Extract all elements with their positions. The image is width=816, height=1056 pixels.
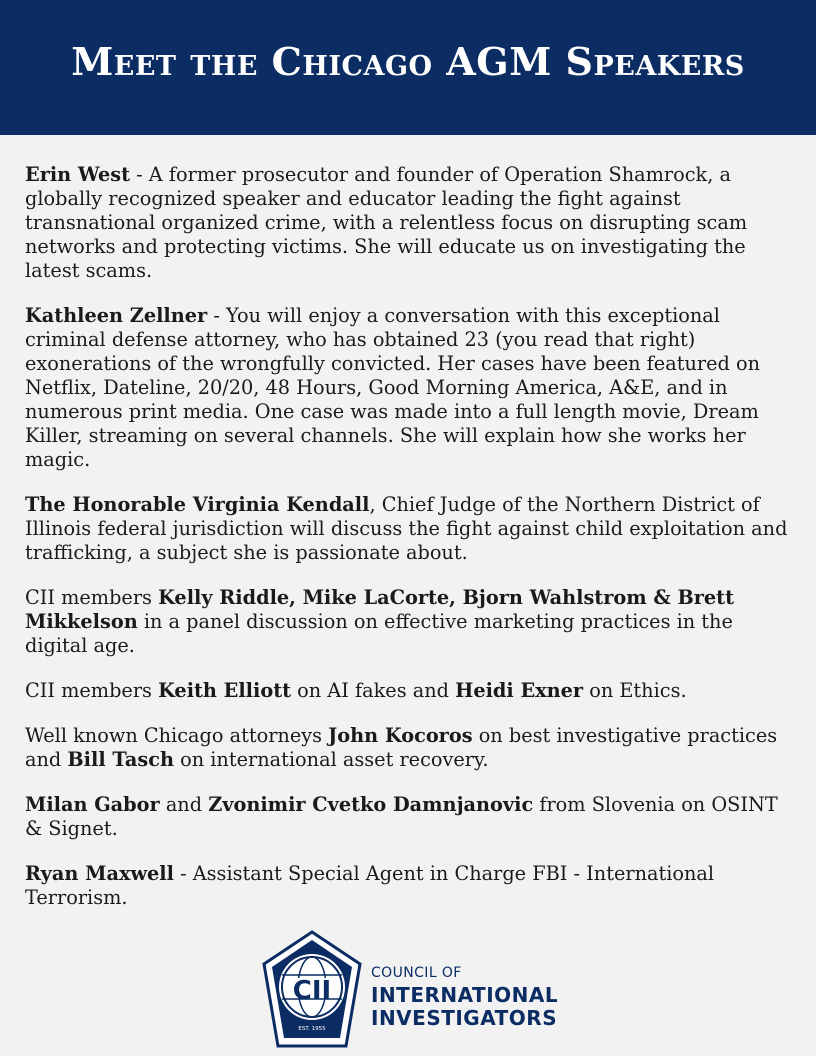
speaker-name: The Honorable Virginia Kendall <box>25 493 370 516</box>
speaker-name: Ryan Maxwell <box>25 862 174 885</box>
speaker-prefix: CII members <box>25 679 159 702</box>
logo-wordmark <box>371 966 558 1028</box>
speaker-description: - A former prosecutor and founder of Operation Shamrock, a globally recognized speaker and educator leading the fight against transnational organized crime, with a relentless focus on disrupting scam networks and protecting victims. She will educate us on investigating the latest scams. <box>25 163 748 282</box>
speaker-description: - Assistant Special Agent in Charge FBI - International Terrorism. <box>25 862 715 909</box>
speaker-description: in a panel discussion on effective marketing practices in the digital age. <box>25 610 733 657</box>
page-header <box>0 0 816 135</box>
emblem-letters: CII <box>292 976 332 1006</box>
speaker-description: on Ethics. <box>583 679 687 702</box>
speaker-paragraph <box>25 163 795 283</box>
speaker-name: Kathleen Zellner <box>25 304 208 327</box>
speaker-connector: on AI fakes and <box>291 679 456 702</box>
speaker-name: Zvonimir Cvetko Damnjanovic <box>208 793 534 816</box>
speaker-name: Milan Gabor <box>25 793 160 816</box>
cii-emblem-icon <box>260 930 364 1050</box>
speaker-connector: and <box>159 793 209 816</box>
speaker-name: Heidi Exner <box>455 679 584 702</box>
speaker-name: John Kocoros <box>328 724 473 747</box>
speaker-name: Keith Elliott <box>158 679 292 702</box>
speaker-name: Erin West <box>25 163 131 186</box>
logo-line-2: INTERNATIONAL <box>371 983 559 1007</box>
speaker-paragraph <box>25 304 795 472</box>
cii-logo <box>260 930 560 1050</box>
speaker-name: Kelly Riddle, Mike LaCorte, Bjorn Wahlstrom & Brett Mikkelson <box>25 586 734 633</box>
page-title: Meet the Chicago AGM Speakers <box>71 39 745 84</box>
speaker-prefix: Well known Chicago attorneys <box>25 724 329 747</box>
speaker-description: , Chief Judge of the Northern District of Illinois federal jurisdiction will discuss the fight against child exploitation and trafficking, a subject she is passionate about. <box>25 493 788 564</box>
logo-line-3: INVESTIGATORS <box>371 1006 558 1030</box>
speaker-paragraph <box>25 862 795 910</box>
speaker-name: Bill Tasch <box>67 748 174 771</box>
speaker-prefix: CII members <box>25 586 159 609</box>
speaker-connector: on best investigative practices and <box>25 724 778 771</box>
speaker-description: - You will enjoy a conversation with this exceptional criminal defense attorney, who has obtained 23 (you read that right) exonerations of the wrongfully convicted. Her cases have been featured on Netflix, Dateline, 20/20, 48 Hours, Good Morning America, A&E, and in numerous print media. One case was made into a full length movie, Dream Killer, streaming on several channels. She will explain how she works her magic. <box>25 304 761 471</box>
logo-line-1: COUNCIL OF <box>371 965 462 981</box>
speaker-paragraph <box>25 679 795 703</box>
speaker-paragraph <box>25 493 795 565</box>
speaker-description: on international asset recovery. <box>173 748 489 771</box>
speaker-description: from Slovenia on OSINT & Signet. <box>25 793 778 840</box>
speaker-paragraph <box>25 793 795 841</box>
speaker-paragraph <box>25 586 795 658</box>
speaker-list <box>25 163 795 931</box>
emblem-est: EST. 1955 <box>298 1026 326 1032</box>
speaker-paragraph <box>25 724 795 772</box>
